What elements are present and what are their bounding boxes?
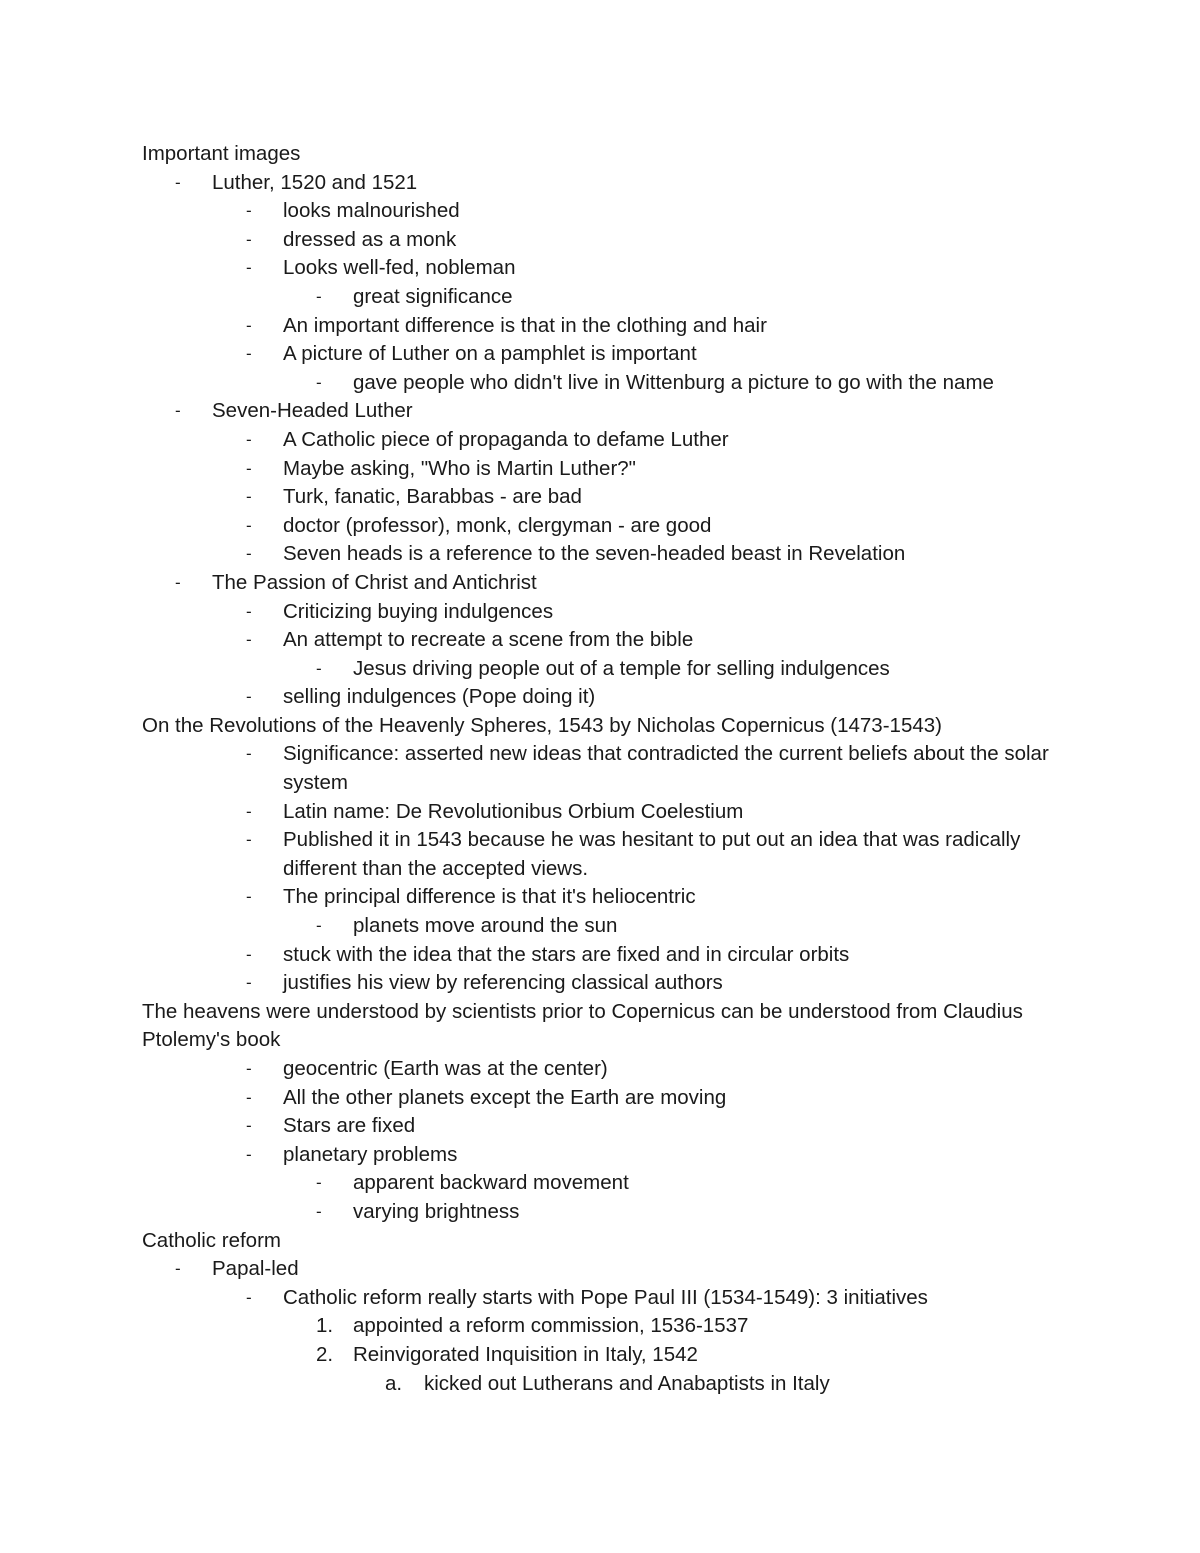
line-text: looks malnourished (283, 199, 460, 223)
bullet-dash: - (246, 1087, 252, 1107)
bullet-dash: - (246, 258, 252, 278)
list-item (142, 512, 1082, 541)
bullet-dash: - (246, 744, 252, 764)
line-text: A Catholic piece of propaganda to defame Luther (283, 427, 729, 451)
list-item (142, 1141, 1082, 1170)
bullet-dash: - (246, 487, 252, 507)
line-text: planetary problems (283, 1142, 458, 1166)
line-text: Important images (142, 142, 301, 165)
list-item (142, 941, 1082, 970)
list-item (142, 1084, 1082, 1113)
bullet-dash: - (316, 916, 322, 936)
line-text: appointed a reform commission, 1536-1537 (353, 1314, 749, 1338)
list-item (142, 312, 1082, 341)
list-item (142, 283, 1082, 312)
document-body (142, 140, 1082, 1398)
line-text: Significance: asserted new ideas that contradicted the current beliefs about the solar system (283, 742, 1049, 795)
line-text: selling indulgences (Pope doing it) (283, 685, 596, 709)
list-item (142, 426, 1082, 455)
line-text: Turk, fanatic, Barabbas - are bad (283, 485, 582, 509)
line-text: apparent backward movement (353, 1171, 629, 1195)
bullet-dash: - (175, 401, 181, 421)
bullet-dash: - (246, 1059, 252, 1078)
line-text: The heavens were understood by scientists prior to Copernicus can be understood from Claudius Ptolemy's book (142, 999, 1023, 1052)
bullet-dash: - (175, 172, 181, 192)
bullet-dash: - (246, 429, 252, 449)
line-text: great significance (353, 284, 513, 308)
bullet-dash: - (246, 515, 252, 535)
bullet-dash: - (316, 658, 322, 678)
list-item (142, 1255, 1082, 1284)
list-item (142, 1284, 1082, 1313)
line-text: Luther, 1520 and 1521 (212, 170, 418, 194)
list-item (142, 655, 1082, 684)
bullet-dash: - (175, 572, 181, 592)
line-text: The principal difference is that it's heliocentric (283, 885, 696, 909)
bullet-dash: - (246, 801, 252, 821)
list-item (142, 798, 1082, 827)
list-item (142, 883, 1082, 912)
line-text: The Passion of Christ and Antichrist (212, 570, 537, 594)
list-item (142, 1341, 1082, 1370)
list-item (142, 598, 1082, 627)
list-item (142, 1055, 1082, 1084)
line-text: dressed as a monk (283, 227, 457, 251)
line-text: planets move around the sun (353, 914, 618, 938)
line-text: doctor (professor), monk, clergyman - are good (283, 513, 712, 537)
line-text: An important difference is that in the clothing and hair (283, 313, 767, 337)
list-item (142, 340, 1082, 369)
list-item (142, 1312, 1082, 1341)
list-item (142, 1370, 1082, 1399)
line-text: Seven heads is a reference to the seven-headed beast in Revelation (283, 542, 906, 566)
list-item (142, 740, 1082, 797)
bullet-dash: - (246, 887, 252, 907)
bullet-dash: - (246, 229, 252, 249)
line-text: Catholic reform (142, 1228, 281, 1252)
line-text: Jesus driving people out of a temple for selling indulgences (353, 656, 890, 680)
line-text: Catholic reform really starts with Pope Paul III (1534-1549): 3 initiatives (283, 1285, 928, 1309)
bullet-dash: - (246, 544, 252, 564)
line-text: Seven-Headed Luther (212, 399, 413, 423)
list-item (142, 455, 1082, 484)
bullet-dash: - (316, 286, 322, 306)
bullet-dash: - (175, 1259, 181, 1279)
line-text: All the other planets except the Earth are moving (283, 1085, 727, 1109)
list-item (142, 1112, 1082, 1141)
bullet-dash: - (246, 201, 252, 221)
list-number: a. (385, 1371, 403, 1395)
line-text: geocentric (Earth was at the center) (283, 1057, 608, 1080)
list-item (142, 540, 1082, 569)
line-text: Criticizing buying indulgences (283, 599, 554, 623)
list-item (142, 397, 1082, 426)
section-heading (142, 1227, 1082, 1256)
line-text: Reinvigorated Inquisition in Italy, 1542 (353, 1342, 698, 1366)
line-text: Stars are fixed (283, 1114, 416, 1138)
section-heading (142, 998, 1082, 1055)
list-item (142, 1198, 1082, 1227)
list-number: 1. (316, 1314, 334, 1338)
list-item (142, 569, 1082, 598)
list-item (142, 197, 1082, 226)
list-item (142, 369, 1082, 398)
bullet-dash: - (246, 601, 252, 621)
list-item (142, 226, 1082, 255)
list-item (142, 969, 1082, 998)
list-item (142, 626, 1082, 655)
bullet-dash: - (246, 1287, 252, 1307)
list-item (142, 169, 1082, 198)
bullet-dash: - (246, 630, 252, 650)
line-text: A picture of Luther on a pamphlet is important (283, 342, 697, 366)
list-number: 2. (316, 1342, 334, 1366)
line-text: justifies his view by referencing classical authors (283, 971, 723, 995)
bullet-dash: - (246, 315, 252, 335)
bullet-dash: - (246, 1116, 252, 1136)
bullet-dash: - (246, 830, 252, 850)
line-text: stuck with the idea that the stars are fixed and in circular orbits (283, 942, 850, 966)
bullet-dash: - (246, 973, 252, 993)
bullet-dash: - (246, 944, 252, 964)
list-item (142, 683, 1082, 712)
list-item (142, 826, 1082, 883)
bullet-dash: - (316, 1201, 322, 1221)
line-text: Maybe asking, "Who is Martin Luther?" (283, 456, 636, 480)
line-text: kicked out Lutherans and Anabaptists in Italy (424, 1371, 830, 1395)
line-text: On the Revolutions of the Heavenly Spheres, 1543 by Nicholas Copernicus (1473-1543) (142, 713, 942, 737)
line-text: An attempt to recreate a scene from the bible (283, 628, 694, 652)
line-text: Latin name: De Revolutionibus Orbium Coelestium (283, 799, 744, 823)
bullet-dash: - (246, 687, 252, 707)
line-text: gave people who didn't live in Wittenburg a picture to go with the name (353, 370, 994, 394)
list-item (142, 1169, 1082, 1198)
section-heading (142, 712, 1082, 741)
bullet-dash: - (246, 344, 252, 364)
line-text: Papal-led (212, 1257, 299, 1281)
bullet-dash: - (316, 1173, 322, 1193)
bullet-dash: - (316, 372, 322, 392)
section-heading (142, 140, 1082, 169)
bullet-dash: - (246, 458, 252, 478)
list-item (142, 254, 1082, 283)
list-item (142, 483, 1082, 512)
line-text: varying brightness (353, 1199, 520, 1223)
line-text: Looks well-fed, nobleman (283, 256, 516, 280)
line-text: Published it in 1543 because he was hesitant to put out an idea that was radically different than the accepted views. (283, 828, 1021, 880)
bullet-dash: - (246, 1144, 252, 1164)
list-item (142, 912, 1082, 941)
